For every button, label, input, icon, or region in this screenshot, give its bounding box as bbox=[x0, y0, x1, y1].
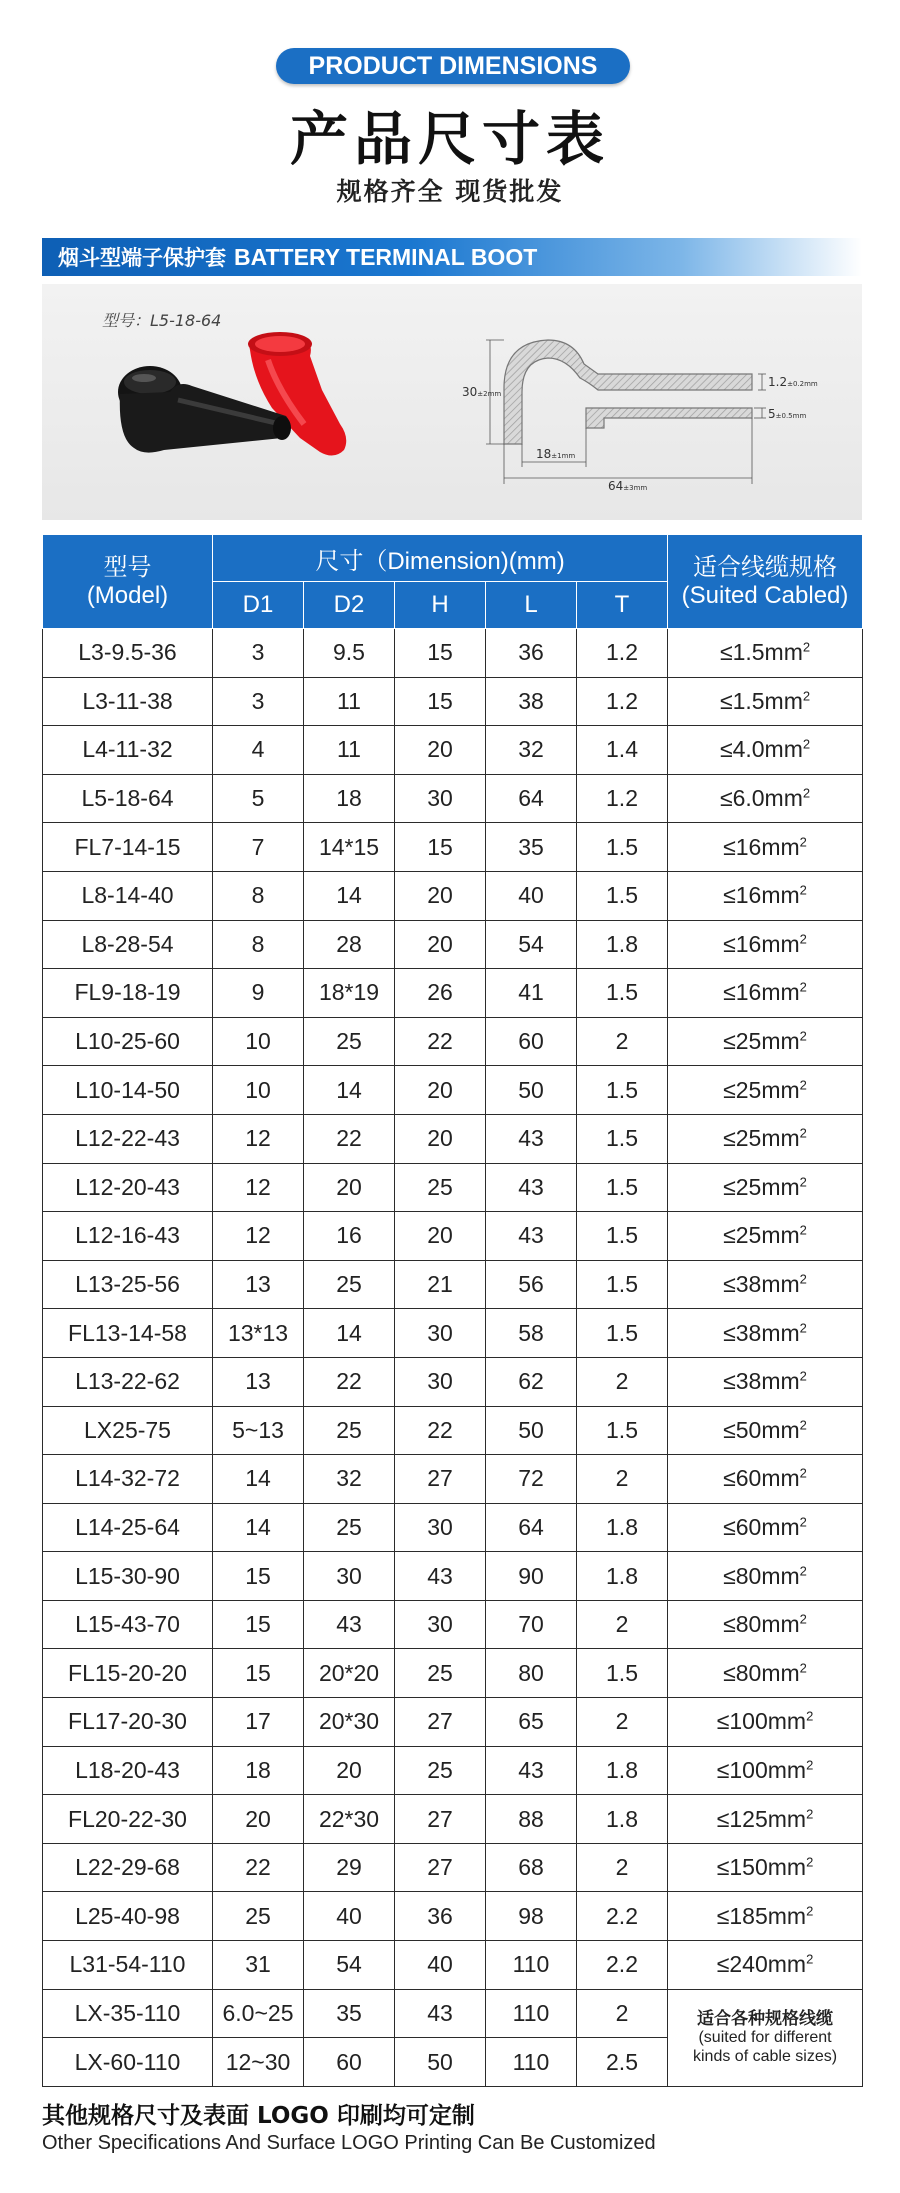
cell-model: L3-9.5-36 bbox=[43, 629, 213, 678]
cell-cable: $\le 25mm^2$ bbox=[668, 1212, 863, 1261]
cell-d1: 12 bbox=[213, 1212, 304, 1261]
cell-h: 50 bbox=[395, 2038, 486, 2087]
cell-d1: 12~30 bbox=[213, 2038, 304, 2087]
cell-t: 1.5 bbox=[577, 1649, 668, 1698]
cell-t: 2.5 bbox=[577, 2038, 668, 2087]
table-row bbox=[43, 823, 863, 872]
cell-h: 21 bbox=[395, 1260, 486, 1309]
cell-d1: 3 bbox=[213, 629, 304, 678]
cell-t: 1.5 bbox=[577, 871, 668, 920]
cell-h: 25 bbox=[395, 1649, 486, 1698]
cell-t: 1.8 bbox=[577, 920, 668, 969]
cell-d2: 16 bbox=[304, 1212, 395, 1261]
cell-d2: 40 bbox=[304, 1892, 395, 1941]
cell-h: 27 bbox=[395, 1455, 486, 1504]
cell-h: 30 bbox=[395, 1600, 486, 1649]
cell-t: 1.5 bbox=[577, 969, 668, 1018]
cell-d2: 25 bbox=[304, 1260, 395, 1309]
cell-t: 1.5 bbox=[577, 823, 668, 872]
cell-d2: 25 bbox=[304, 1503, 395, 1552]
table-row bbox=[43, 1163, 863, 1212]
model-label: 型号：L5-18-64 bbox=[102, 311, 222, 330]
cell-l: 110 bbox=[486, 2038, 577, 2087]
cell-h: 25 bbox=[395, 1746, 486, 1795]
cell-d1: 15 bbox=[213, 1600, 304, 1649]
cell-h: 27 bbox=[395, 1795, 486, 1844]
cell-d2: 20*20 bbox=[304, 1649, 395, 1698]
table-row bbox=[43, 1406, 863, 1455]
cell-cable: $\le 1.5mm^2$ bbox=[668, 677, 863, 726]
cell-h: 20 bbox=[395, 1212, 486, 1261]
cell-d2: 18*19 bbox=[304, 969, 395, 1018]
cell-h: 40 bbox=[395, 1941, 486, 1990]
cell-d1: 17 bbox=[213, 1698, 304, 1747]
dim-h: 30±2mm bbox=[462, 385, 502, 399]
cell-d2: 29 bbox=[304, 1843, 395, 1892]
cell-d1: 13 bbox=[213, 1260, 304, 1309]
cell-l: 62 bbox=[486, 1357, 577, 1406]
table-row bbox=[43, 1357, 863, 1406]
cell-l: 38 bbox=[486, 677, 577, 726]
cell-d2: 22*30 bbox=[304, 1795, 395, 1844]
cell-model: L8-14-40 bbox=[43, 871, 213, 920]
dim-d1: 5±0.5mm bbox=[768, 407, 807, 421]
cell-d1: 4 bbox=[213, 726, 304, 775]
cell-l: 43 bbox=[486, 1114, 577, 1163]
table-row bbox=[43, 1941, 863, 1990]
cell-h: 26 bbox=[395, 969, 486, 1018]
cell-cable: $\le 185mm^2$ bbox=[668, 1892, 863, 1941]
cell-d1: 13 bbox=[213, 1357, 304, 1406]
table-row bbox=[43, 1746, 863, 1795]
cell-model: L31-54-110 bbox=[43, 1941, 213, 1990]
cell-h: 27 bbox=[395, 1698, 486, 1747]
table-row bbox=[43, 629, 863, 678]
cell-d1: 5~13 bbox=[213, 1406, 304, 1455]
cell-t: 1.8 bbox=[577, 1795, 668, 1844]
cell-cable: $\le 38mm^2$ bbox=[668, 1357, 863, 1406]
table-row bbox=[43, 1212, 863, 1261]
cell-t: 2 bbox=[577, 1989, 668, 2038]
cell-h: 36 bbox=[395, 1892, 486, 1941]
cell-model: L3-11-38 bbox=[43, 677, 213, 726]
footer-note-cn: 其他规格尺寸及表面 LOGO 印刷均可定制 bbox=[42, 2103, 475, 2129]
cell-l: 32 bbox=[486, 726, 577, 775]
cell-t: 2 bbox=[577, 1357, 668, 1406]
cell-model: L12-20-43 bbox=[43, 1163, 213, 1212]
cell-l: 65 bbox=[486, 1698, 577, 1747]
cell-t: 2.2 bbox=[577, 1892, 668, 1941]
cell-t: 1.8 bbox=[577, 1746, 668, 1795]
cell-d2: 20*30 bbox=[304, 1698, 395, 1747]
cell-d2: 30 bbox=[304, 1552, 395, 1601]
cell-l: 60 bbox=[486, 1017, 577, 1066]
cell-d2: 28 bbox=[304, 920, 395, 969]
cell-d2: 25 bbox=[304, 1406, 395, 1455]
cell-t: 1.4 bbox=[577, 726, 668, 775]
col-d1-header: D1 bbox=[213, 582, 304, 629]
cell-model: L12-22-43 bbox=[43, 1114, 213, 1163]
table-row bbox=[43, 1600, 863, 1649]
cell-h: 20 bbox=[395, 920, 486, 969]
cell-t: 2.2 bbox=[577, 1941, 668, 1990]
cell-cable: $\le 16mm^2$ bbox=[668, 920, 863, 969]
cell-t: 2 bbox=[577, 1843, 668, 1892]
table-row bbox=[43, 920, 863, 969]
cell-cable: $\le 60mm^2$ bbox=[668, 1455, 863, 1504]
cell-h: 15 bbox=[395, 629, 486, 678]
cell-cable: $\le 16mm^2$ bbox=[668, 969, 863, 1018]
cell-model: FL15-20-20 bbox=[43, 1649, 213, 1698]
cell-h: 43 bbox=[395, 1989, 486, 2038]
cell-cable: $\le 125mm^2$ bbox=[668, 1795, 863, 1844]
table-row bbox=[43, 1795, 863, 1844]
table-row bbox=[43, 1309, 863, 1358]
cell-l: 70 bbox=[486, 1600, 577, 1649]
cell-d1: 13*13 bbox=[213, 1309, 304, 1358]
cell-d2: 14 bbox=[304, 1066, 395, 1115]
cell-model: L10-25-60 bbox=[43, 1017, 213, 1066]
cell-model: L8-28-54 bbox=[43, 920, 213, 969]
spec-table bbox=[42, 534, 863, 2087]
table-row bbox=[43, 1989, 863, 2038]
cell-l: 43 bbox=[486, 1746, 577, 1795]
cell-t: 1.5 bbox=[577, 1309, 668, 1358]
page-title: 产品尺寸表 bbox=[289, 105, 610, 173]
cell-cable: $\le 100mm^2$ bbox=[668, 1746, 863, 1795]
cell-d2: 25 bbox=[304, 1017, 395, 1066]
col-d2-header: D2 bbox=[304, 582, 395, 629]
cell-l: 43 bbox=[486, 1163, 577, 1212]
cell-model: LX-60-110 bbox=[43, 2038, 213, 2087]
cell-cable: $\le 80mm^2$ bbox=[668, 1649, 863, 1698]
cell-t: 1.8 bbox=[577, 1503, 668, 1552]
cell-model: L14-25-64 bbox=[43, 1503, 213, 1552]
col-l-header: L bbox=[486, 582, 577, 629]
cell-model: L15-30-90 bbox=[43, 1552, 213, 1601]
cell-l: 35 bbox=[486, 823, 577, 872]
table-row bbox=[43, 726, 863, 775]
cell-d1: 8 bbox=[213, 871, 304, 920]
cell-l: 58 bbox=[486, 1309, 577, 1358]
cell-t: 2 bbox=[577, 1455, 668, 1504]
dim-t: 1.2±0.2mm bbox=[768, 375, 818, 389]
boot-cross-section bbox=[504, 340, 752, 444]
col-h-header: H bbox=[395, 582, 486, 629]
cell-d1: 6.0~25 bbox=[213, 1989, 304, 2038]
table-header-row bbox=[43, 535, 863, 582]
cell-model: LX-35-110 bbox=[43, 1989, 213, 2038]
col-cable-header: 适合线缆规格 (Suited Cabled) bbox=[668, 535, 863, 629]
cell-d2: 9.5 bbox=[304, 629, 395, 678]
table-row bbox=[43, 774, 863, 823]
cell-model: FL20-22-30 bbox=[43, 1795, 213, 1844]
table-row bbox=[43, 1114, 863, 1163]
cell-d2: 14 bbox=[304, 871, 395, 920]
cell-l: 110 bbox=[486, 1989, 577, 2038]
cell-h: 22 bbox=[395, 1406, 486, 1455]
cell-d2: 11 bbox=[304, 677, 395, 726]
cell-model: L5-18-64 bbox=[43, 774, 213, 823]
cell-h: 30 bbox=[395, 1357, 486, 1406]
page-subtitle: 规格齐全 现货批发 bbox=[336, 177, 564, 206]
table-row bbox=[43, 871, 863, 920]
cell-d2: 22 bbox=[304, 1357, 395, 1406]
cell-d1: 8 bbox=[213, 920, 304, 969]
dimension-drawing bbox=[462, 312, 842, 492]
cell-l: 36 bbox=[486, 629, 577, 678]
cell-l: 40 bbox=[486, 871, 577, 920]
cell-model: L10-14-50 bbox=[43, 1066, 213, 1115]
table-row bbox=[43, 1649, 863, 1698]
banner-cn: 烟斗型端子保护套 bbox=[58, 246, 226, 270]
cell-t: 1.5 bbox=[577, 1212, 668, 1261]
cell-model: FL17-20-30 bbox=[43, 1698, 213, 1747]
cell-t: 1.5 bbox=[577, 1260, 668, 1309]
table-row bbox=[43, 677, 863, 726]
cell-model: LX25-75 bbox=[43, 1406, 213, 1455]
table-row bbox=[43, 1843, 863, 1892]
cell-d1: 9 bbox=[213, 969, 304, 1018]
cell-cable: $\le 16mm^2$ bbox=[668, 871, 863, 920]
cell-model: L22-29-68 bbox=[43, 1843, 213, 1892]
cell-cable: $\le 38mm^2$ bbox=[668, 1260, 863, 1309]
cell-t: 2 bbox=[577, 1698, 668, 1747]
terminal-boot-photo bbox=[82, 320, 422, 520]
cell-model: FL9-18-19 bbox=[43, 969, 213, 1018]
cell-l: 98 bbox=[486, 1892, 577, 1941]
cell-d1: 14 bbox=[213, 1455, 304, 1504]
cell-model: FL7-14-15 bbox=[43, 823, 213, 872]
table-row bbox=[43, 1066, 863, 1115]
table-row bbox=[43, 1017, 863, 1066]
table-row bbox=[43, 1892, 863, 1941]
cell-cable: $\le 4.0mm^2$ bbox=[668, 726, 863, 775]
cell-cable: $\le 25mm^2$ bbox=[668, 1066, 863, 1115]
cell-d2: 35 bbox=[304, 1989, 395, 2038]
cell-d2: 32 bbox=[304, 1455, 395, 1504]
section-banner bbox=[42, 238, 862, 276]
cell-d1: 31 bbox=[213, 1941, 304, 1990]
cell-cable: $\le 38mm^2$ bbox=[668, 1309, 863, 1358]
cell-l: 56 bbox=[486, 1260, 577, 1309]
cell-h: 20 bbox=[395, 871, 486, 920]
product-panel bbox=[42, 284, 862, 520]
cell-cable: $\le 240mm^2$ bbox=[668, 1941, 863, 1990]
cell-d1: 12 bbox=[213, 1163, 304, 1212]
cell-d1: 10 bbox=[213, 1066, 304, 1115]
cell-d1: 10 bbox=[213, 1017, 304, 1066]
cell-model: L12-16-43 bbox=[43, 1212, 213, 1261]
cell-cable: $\le 100mm^2$ bbox=[668, 1698, 863, 1747]
cell-cable: $\le 25mm^2$ bbox=[668, 1017, 863, 1066]
cell-d1: 25 bbox=[213, 1892, 304, 1941]
cell-h: 43 bbox=[395, 1552, 486, 1601]
cell-cable: $\le 16mm^2$ bbox=[668, 823, 863, 872]
cell-d2: 14 bbox=[304, 1309, 395, 1358]
cell-cable: $\le 25mm^2$ bbox=[668, 1163, 863, 1212]
cell-d1: 14 bbox=[213, 1503, 304, 1552]
cell-h: 20 bbox=[395, 1114, 486, 1163]
cell-h: 30 bbox=[395, 1503, 486, 1552]
cell-t: 2 bbox=[577, 1600, 668, 1649]
cell-t: 1.5 bbox=[577, 1114, 668, 1163]
cell-h: 30 bbox=[395, 774, 486, 823]
cell-d2: 20 bbox=[304, 1746, 395, 1795]
cell-l: 43 bbox=[486, 1212, 577, 1261]
cell-l: 72 bbox=[486, 1455, 577, 1504]
cell-d2: 11 bbox=[304, 726, 395, 775]
cell-l: 50 bbox=[486, 1066, 577, 1115]
cell-d2: 20 bbox=[304, 1163, 395, 1212]
cell-l: 64 bbox=[486, 1503, 577, 1552]
cell-l: 64 bbox=[486, 774, 577, 823]
cell-l: 54 bbox=[486, 920, 577, 969]
cell-h: 15 bbox=[395, 823, 486, 872]
cell-t: 1.2 bbox=[577, 677, 668, 726]
cell-model: L25-40-98 bbox=[43, 1892, 213, 1941]
table-row bbox=[43, 1552, 863, 1601]
cell-model: L15-43-70 bbox=[43, 1600, 213, 1649]
cell-t: 1.2 bbox=[577, 629, 668, 678]
table-row bbox=[43, 1503, 863, 1552]
cell-h: 25 bbox=[395, 1163, 486, 1212]
cell-l: 68 bbox=[486, 1843, 577, 1892]
cell-d2: 18 bbox=[304, 774, 395, 823]
cell-d1: 15 bbox=[213, 1552, 304, 1601]
cell-t: 1.5 bbox=[577, 1163, 668, 1212]
cell-t: 1.2 bbox=[577, 774, 668, 823]
cell-h: 20 bbox=[395, 1066, 486, 1115]
cell-h: 15 bbox=[395, 677, 486, 726]
cell-cable: $\le 60mm^2$ bbox=[668, 1503, 863, 1552]
cell-d1: 20 bbox=[213, 1795, 304, 1844]
cell-cable: $\le 50mm^2$ bbox=[668, 1406, 863, 1455]
cell-l: 110 bbox=[486, 1941, 577, 1990]
cell-d1: 7 bbox=[213, 823, 304, 872]
table-row bbox=[43, 1260, 863, 1309]
cell-model: L13-25-56 bbox=[43, 1260, 213, 1309]
table-row bbox=[43, 1698, 863, 1747]
cell-d1: 22 bbox=[213, 1843, 304, 1892]
table-row bbox=[43, 1455, 863, 1504]
cell-cable: $\le 150mm^2$ bbox=[668, 1843, 863, 1892]
cell-h: 22 bbox=[395, 1017, 486, 1066]
footer-note-en: Other Specifications And Surface LOGO Printing Can Be Customized bbox=[42, 2132, 656, 2154]
cell-cable: $\le 80mm^2$ bbox=[668, 1552, 863, 1601]
cell-model: L14-32-72 bbox=[43, 1455, 213, 1504]
cell-t: 1.5 bbox=[577, 1406, 668, 1455]
cell-cable: $\le 6.0mm^2$ bbox=[668, 774, 863, 823]
cell-h: 30 bbox=[395, 1309, 486, 1358]
col-dimension-header: 尺寸（Dimension)(mm) bbox=[213, 535, 668, 582]
cell-cable-merged: 适合各种规格线缆 (suited for different kinds of cable sizes) bbox=[668, 1989, 863, 2086]
table-row bbox=[43, 969, 863, 1018]
cell-d2: 22 bbox=[304, 1114, 395, 1163]
dim-l: 64±3mm bbox=[608, 479, 648, 492]
cell-d2: 43 bbox=[304, 1600, 395, 1649]
cell-d1: 15 bbox=[213, 1649, 304, 1698]
cell-h: 20 bbox=[395, 726, 486, 775]
cell-cable: $\le 80mm^2$ bbox=[668, 1600, 863, 1649]
cell-t: 2 bbox=[577, 1017, 668, 1066]
cell-l: 88 bbox=[486, 1795, 577, 1844]
cell-l: 50 bbox=[486, 1406, 577, 1455]
cell-d2: 54 bbox=[304, 1941, 395, 1990]
cell-t: 1.8 bbox=[577, 1552, 668, 1601]
cell-model: L18-20-43 bbox=[43, 1746, 213, 1795]
dim-d2: 18±1mm bbox=[536, 447, 576, 461]
cell-model: L13-22-62 bbox=[43, 1357, 213, 1406]
cell-cable: $\le 25mm^2$ bbox=[668, 1114, 863, 1163]
cell-model: FL13-14-58 bbox=[43, 1309, 213, 1358]
cell-model: L4-11-32 bbox=[43, 726, 213, 775]
cell-d1: 18 bbox=[213, 1746, 304, 1795]
cell-cable: $\le 1.5mm^2$ bbox=[668, 629, 863, 678]
cell-d2: 60 bbox=[304, 2038, 395, 2087]
cell-l: 80 bbox=[486, 1649, 577, 1698]
cell-d1: 12 bbox=[213, 1114, 304, 1163]
col-t-header: T bbox=[577, 582, 668, 629]
cell-h: 27 bbox=[395, 1843, 486, 1892]
product-dimensions-badge: PRODUCT DIMENSIONS bbox=[276, 48, 630, 84]
cell-d1: 5 bbox=[213, 774, 304, 823]
cell-d2: 14*15 bbox=[304, 823, 395, 872]
banner-en: BATTERY TERMINAL BOOT bbox=[234, 244, 538, 270]
cell-l: 41 bbox=[486, 969, 577, 1018]
cell-t: 1.5 bbox=[577, 1066, 668, 1115]
cell-l: 90 bbox=[486, 1552, 577, 1601]
cell-d1: 3 bbox=[213, 677, 304, 726]
col-model-header: 型号 (Model) bbox=[43, 535, 213, 629]
